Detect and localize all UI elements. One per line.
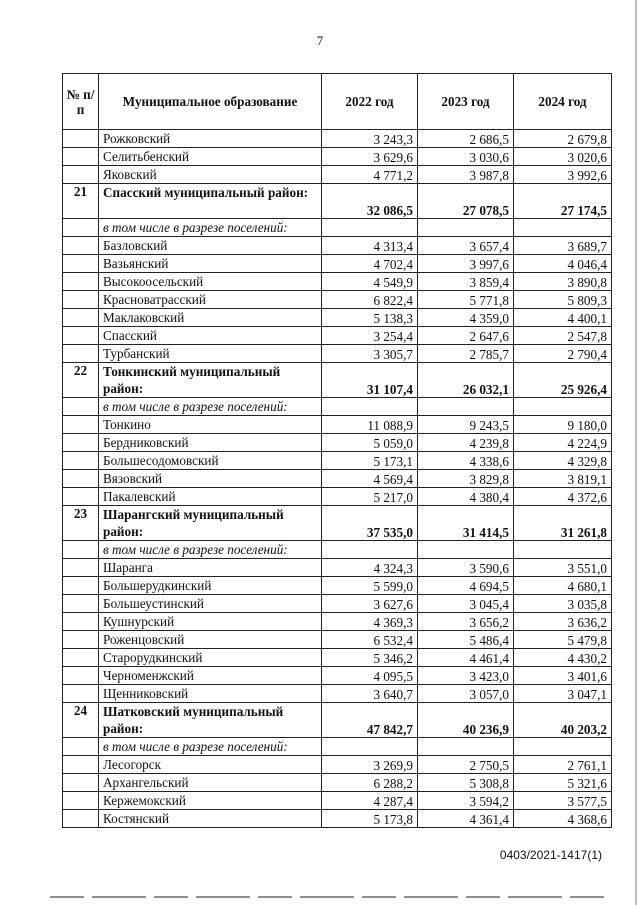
value-2022: 3 627,6 (322, 595, 418, 613)
value-2022: 31 107,4 (322, 363, 418, 398)
table-row (63, 327, 612, 345)
value-2023: 9 243,5 (418, 416, 514, 434)
row-name: Щенниковский (99, 685, 322, 703)
value-2022: 3 269,9 (322, 756, 418, 774)
value-2023: 3 656,2 (418, 613, 514, 631)
value-2023: 2 647,6 (418, 327, 514, 345)
value-2023: 3 997,6 (418, 255, 514, 273)
value-2023: 4 461,4 (418, 649, 514, 667)
value-2022: 4 771,2 (322, 166, 418, 184)
subheading-row (63, 398, 612, 416)
value-2024: 4 680,1 (514, 577, 612, 595)
value-2023 (418, 219, 514, 237)
row-name: Спасский муниципальный район: (99, 184, 322, 219)
row-index: 21 (63, 184, 99, 219)
table-row (63, 577, 612, 595)
row-index (63, 434, 99, 452)
value-2024: 4 368,6 (514, 810, 612, 828)
row-name: Кушнурский (99, 613, 322, 631)
value-2024 (514, 219, 612, 237)
table-row (63, 631, 612, 649)
value-2022: 3 243,3 (322, 130, 418, 148)
table-row (63, 166, 612, 184)
row-index (63, 738, 99, 756)
row-index (63, 541, 99, 559)
value-2024: 31 261,8 (514, 506, 612, 541)
value-2022: 6 822,4 (322, 291, 418, 309)
value-2022 (322, 398, 418, 416)
value-2023: 3 859,4 (418, 273, 514, 291)
value-2022: 5 173,1 (322, 452, 418, 470)
value-2023: 5 486,4 (418, 631, 514, 649)
value-2024: 3 401,6 (514, 667, 612, 685)
row-name: Спасский (99, 327, 322, 345)
row-name: Роженцовский (99, 631, 322, 649)
row-index (63, 792, 99, 810)
row-name: Вязовский (99, 470, 322, 488)
value-2022: 5 173,8 (322, 810, 418, 828)
table-row (63, 470, 612, 488)
table-row (63, 452, 612, 470)
value-2023: 4 694,5 (418, 577, 514, 595)
value-2024: 4 400,1 (514, 309, 612, 327)
value-2023: 3 829,8 (418, 470, 514, 488)
value-2022: 6 288,2 (322, 774, 418, 792)
value-2023: 3 045,4 (418, 595, 514, 613)
value-2024: 40 203,2 (514, 703, 612, 738)
row-index (63, 273, 99, 291)
value-2022: 37 535,0 (322, 506, 418, 541)
value-2023 (418, 541, 514, 559)
row-index (63, 219, 99, 237)
row-name: Тонкинский муниципальный район: (99, 363, 322, 398)
value-2024: 3 577,5 (514, 792, 612, 810)
value-2024 (514, 398, 612, 416)
table-row (63, 595, 612, 613)
value-2024 (514, 738, 612, 756)
value-2024: 3 020,6 (514, 148, 612, 166)
row-name: Костянский (99, 810, 322, 828)
row-name: Большерудкинский (99, 577, 322, 595)
table-row (63, 685, 612, 703)
value-2022 (322, 541, 418, 559)
subheading-row (63, 219, 612, 237)
value-2024: 3 992,6 (514, 166, 612, 184)
row-index (63, 756, 99, 774)
row-index (63, 595, 99, 613)
row-index (63, 237, 99, 255)
value-2022: 5 138,3 (322, 309, 418, 327)
value-2024: 5 809,3 (514, 291, 612, 309)
value-2023: 3 030,6 (418, 148, 514, 166)
row-index (63, 631, 99, 649)
table-row (63, 130, 612, 148)
value-2023: 27 078,5 (418, 184, 514, 219)
value-2024: 4 430,2 (514, 649, 612, 667)
row-name: Старорудкинский (99, 649, 322, 667)
value-2024: 3 819,1 (514, 470, 612, 488)
value-2023: 40 236,9 (418, 703, 514, 738)
row-name: Шаранга (99, 559, 322, 577)
row-index (63, 613, 99, 631)
value-2024: 2 761,1 (514, 756, 612, 774)
value-2022: 5 346,2 (322, 649, 418, 667)
value-2023: 3 423,0 (418, 667, 514, 685)
header-municipality: Муниципальное образование (99, 74, 322, 130)
value-2023: 5 771,8 (418, 291, 514, 309)
value-2022: 4 702,4 (322, 255, 418, 273)
value-2022: 4 369,3 (322, 613, 418, 631)
value-2022: 3 640,7 (322, 685, 418, 703)
row-name: в том числе в разрезе поселений: (99, 541, 322, 559)
table-row (63, 649, 612, 667)
value-2023: 3 590,6 (418, 559, 514, 577)
value-2023: 3 594,2 (418, 792, 514, 810)
row-name: Маклаковский (99, 309, 322, 327)
table-row (63, 667, 612, 685)
value-2022: 5 059,0 (322, 434, 418, 452)
value-2022 (322, 738, 418, 756)
table-row (63, 434, 612, 452)
value-2023 (418, 398, 514, 416)
row-index (63, 398, 99, 416)
value-2022: 6 532,4 (322, 631, 418, 649)
value-2023: 2 686,5 (418, 130, 514, 148)
page-number: 7 (316, 33, 324, 48)
subheading-row (63, 541, 612, 559)
row-index (63, 774, 99, 792)
table-row (63, 345, 612, 363)
row-name: в том числе в разрезе поселений: (99, 219, 322, 237)
row-name: Селитьбенский (99, 148, 322, 166)
value-2023 (418, 738, 514, 756)
table-row (63, 559, 612, 577)
row-name: Большеустинский (99, 595, 322, 613)
value-2023: 4 338,6 (418, 452, 514, 470)
value-2024: 25 926,4 (514, 363, 612, 398)
scan-right-edge (635, 0, 637, 905)
header-2023: 2023 год (418, 74, 514, 130)
value-2024: 2 679,8 (514, 130, 612, 148)
row-name: Черноменжский (99, 667, 322, 685)
row-index (63, 255, 99, 273)
value-2022: 4 095,5 (322, 667, 418, 685)
row-name: Пакалевский (99, 488, 322, 506)
value-2024: 27 174,5 (514, 184, 612, 219)
row-index (63, 166, 99, 184)
row-index (63, 148, 99, 166)
value-2022: 5 599,0 (322, 577, 418, 595)
row-name: Шатковский муниципальный район: (99, 703, 322, 738)
value-2023: 26 032,1 (418, 363, 514, 398)
value-2024: 3 035,8 (514, 595, 612, 613)
table-row (63, 756, 612, 774)
table-row (63, 613, 612, 631)
value-2024: 3 890,8 (514, 273, 612, 291)
value-2022: 32 086,5 (322, 184, 418, 219)
table-row (63, 237, 612, 255)
table-row (63, 273, 612, 291)
row-index (63, 345, 99, 363)
value-2023: 5 308,8 (418, 774, 514, 792)
row-index (63, 577, 99, 595)
value-2023: 3 657,4 (418, 237, 514, 255)
value-2023: 4 359,0 (418, 309, 514, 327)
budget-table (62, 73, 612, 828)
table-row (63, 792, 612, 810)
value-2024: 4 372,6 (514, 488, 612, 506)
row-index (63, 470, 99, 488)
value-2022: 4 313,4 (322, 237, 418, 255)
table-row (63, 255, 612, 273)
value-2024: 5 479,8 (514, 631, 612, 649)
scan-edge-strip (50, 896, 610, 898)
row-index (63, 559, 99, 577)
value-2022 (322, 219, 418, 237)
row-name: Вазьянский (99, 255, 322, 273)
row-index (63, 327, 99, 345)
row-index (63, 649, 99, 667)
row-name: в том числе в разрезе поселений: (99, 738, 322, 756)
value-2023: 4 239,8 (418, 434, 514, 452)
row-name: Яковский (99, 166, 322, 184)
subheading-row (63, 738, 612, 756)
value-2023: 3 057,0 (418, 685, 514, 703)
table-row (63, 416, 612, 434)
value-2022: 4 287,4 (322, 792, 418, 810)
value-2022: 11 088,9 (322, 416, 418, 434)
row-index: 24 (63, 703, 99, 738)
value-2024: 2 790,4 (514, 345, 612, 363)
row-index (63, 685, 99, 703)
row-index (63, 810, 99, 828)
row-name: Рожковский (99, 130, 322, 148)
value-2024: 4 046,4 (514, 255, 612, 273)
district-row (63, 184, 612, 219)
value-2022: 3 254,4 (322, 327, 418, 345)
value-2022: 47 842,7 (322, 703, 418, 738)
table-body (63, 130, 612, 828)
table-row (63, 148, 612, 166)
value-2024: 2 547,8 (514, 327, 612, 345)
row-index (63, 309, 99, 327)
header-2024: 2024 год (514, 74, 612, 130)
row-name: Шарангский муниципальный район: (99, 506, 322, 541)
value-2024 (514, 541, 612, 559)
value-2022: 4 324,3 (322, 559, 418, 577)
value-2024: 9 180,0 (514, 416, 612, 434)
table-row (63, 291, 612, 309)
row-name: Турбанский (99, 345, 322, 363)
value-2022: 3 305,7 (322, 345, 418, 363)
value-2023: 4 361,4 (418, 810, 514, 828)
row-index (63, 130, 99, 148)
district-row (63, 506, 612, 541)
value-2024: 5 321,6 (514, 774, 612, 792)
row-name: Лесогорск (99, 756, 322, 774)
value-2024: 3 551,0 (514, 559, 612, 577)
row-name: Тонкино (99, 416, 322, 434)
row-name: Красноватрасский (99, 291, 322, 309)
district-row (63, 363, 612, 398)
document-code: 0403/2021-1417(1) (499, 848, 602, 862)
row-name: Архангельский (99, 774, 322, 792)
row-index (63, 667, 99, 685)
row-name: Высокоосельский (99, 273, 322, 291)
row-name: в том числе в разрезе поселений: (99, 398, 322, 416)
value-2022: 3 629,6 (322, 148, 418, 166)
value-2022: 5 217,0 (322, 488, 418, 506)
value-2023: 3 987,8 (418, 166, 514, 184)
row-index (63, 488, 99, 506)
value-2023: 4 380,4 (418, 488, 514, 506)
value-2022: 4 549,9 (322, 273, 418, 291)
district-row (63, 703, 612, 738)
row-index (63, 416, 99, 434)
table-header-row (63, 74, 612, 130)
header-num: № п/п (63, 74, 99, 130)
value-2022: 4 569,4 (322, 470, 418, 488)
table-row (63, 309, 612, 327)
value-2024: 4 329,8 (514, 452, 612, 470)
row-index: 22 (63, 363, 99, 398)
value-2024: 3 047,1 (514, 685, 612, 703)
value-2024: 3 636,2 (514, 613, 612, 631)
value-2023: 31 414,5 (418, 506, 514, 541)
row-name: Базловский (99, 237, 322, 255)
table-row (63, 488, 612, 506)
table-row (63, 774, 612, 792)
row-name: Большесодомовский (99, 452, 322, 470)
row-index (63, 452, 99, 470)
value-2024: 3 689,7 (514, 237, 612, 255)
table-row (63, 810, 612, 828)
value-2024: 4 224,9 (514, 434, 612, 452)
row-index (63, 291, 99, 309)
row-name: Кержемокский (99, 792, 322, 810)
row-index: 23 (63, 506, 99, 541)
header-2022: 2022 год (322, 74, 418, 130)
value-2023: 2 750,5 (418, 756, 514, 774)
row-name: Бердниковский (99, 434, 322, 452)
value-2023: 2 785,7 (418, 345, 514, 363)
